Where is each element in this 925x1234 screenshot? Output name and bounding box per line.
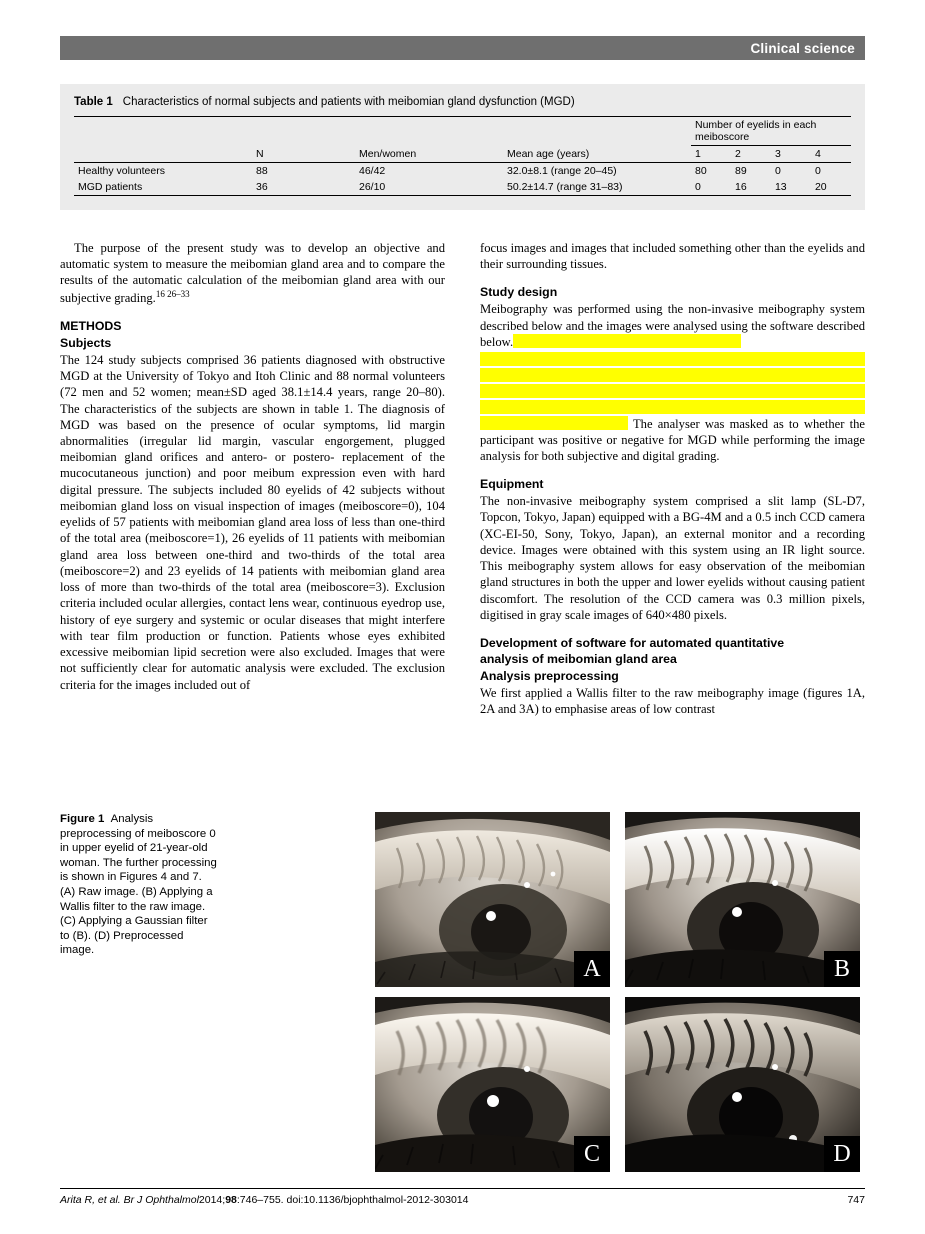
row-n: 88: [256, 165, 268, 177]
table-row: [74, 179, 851, 196]
study-design-text-2: The analyser was masked as to whether the participant was positive or negative for MGD while performing the image analysis for both subjective and digital grading.: [480, 416, 865, 463]
intro-text: The purpose of the present study was to develop an objective and automatic system to measure the meibomian gland area and to compare the results of the automatic calculation of the meibomian gland area with our subjective grading.: [60, 241, 445, 305]
heading-study-design: Study design: [480, 285, 558, 300]
figure-panel-a: [375, 812, 610, 987]
figure-1-caption: [60, 812, 220, 958]
table-1-caption: [60, 84, 865, 116]
panel-letter-c: C: [574, 1136, 610, 1172]
footer-page-number: 747: [847, 1194, 865, 1206]
row-mean-age: 32.0±8.1 (range 20–45): [507, 165, 617, 177]
row-meiboscore-3: 13: [771, 179, 811, 196]
table-1-block: [60, 84, 865, 210]
figure-1-image-grid: [375, 812, 865, 1172]
heading-analysis-preprocessing: Analysis preprocessing: [480, 668, 619, 683]
row-mean-age: 50.2±14.7 (range 31–83): [503, 179, 691, 196]
redaction-highlight-inline: [513, 334, 741, 348]
redaction-highlight-inline: [480, 416, 628, 430]
panel-letter-d: D: [824, 1136, 860, 1172]
footer-volume: 98: [225, 1194, 237, 1206]
study-design-text-1: Meibography was performed using the non-invasive meibography system described below and the images were analysed using the software described below.: [480, 302, 865, 349]
figure-1-label: Figure 1: [60, 813, 105, 825]
col-head-meiboscore-1: 1: [691, 146, 731, 163]
redaction-highlight-line: [480, 352, 865, 367]
row-meiboscore-4: 20: [811, 179, 851, 196]
redaction-highlight-line: [480, 400, 865, 415]
body-left-column: [60, 240, 445, 693]
journal-header-bar: [60, 36, 865, 60]
redaction-highlight-line: [480, 384, 865, 399]
continuation-paragraph: focus images and images that included something other than the eyelids and their surrounding tissues.: [480, 241, 865, 272]
figure-1-caption-text: Analysis preprocessing of meiboscore 0 in upper eyelid of 21-year-old woman. The further processing is shown in Figures 4 and 7. (A) Raw image. (B) Applying a Wallis filter to the raw image. (C) Applying a Gaussian filter to (B). (D) Preprocessed image.: [60, 813, 217, 957]
col-head-meiboscore-2: 2: [731, 146, 771, 163]
row-meiboscore-4: 0: [814, 165, 821, 177]
intro-paragraph: [60, 240, 445, 306]
row-meiboscore-2: 89: [734, 165, 747, 177]
row-meiboscore-1: 80: [695, 165, 707, 177]
redaction-highlight-line: [480, 368, 865, 383]
equipment-paragraph: The non-invasive meibography system comprised a slit lamp (SL-D7, Topcon, Tokyo, Japan) equipped with a BG-4M and a 0.5 inch CCD camera (XC-EI-50, Sony, Tokyo, Japan), an external monitor and a recording device. Images were obtained with this system using an IR light source. This meibography system allows for easy observation of the meibomian gland structures in both the upper and lower eyelids without causing patient discomfort. The resolution of the CCD camera was 0.3 million pixels, digitised in gray scale images of 640×480 pixels.: [480, 494, 865, 622]
row-name: MGD patients: [74, 179, 252, 196]
row-men-women: 26/10: [355, 179, 503, 196]
footer-year: 2014;: [198, 1194, 226, 1206]
heading-subjects: Subjects: [60, 335, 112, 350]
heading-methods: METHODS: [60, 319, 122, 334]
table-1-label: Table 1: [74, 96, 113, 108]
row-men-women: 46/42: [359, 165, 386, 177]
table-column-header-row: [74, 146, 851, 163]
table-group-header: Number of eyelids in each meiboscore: [691, 117, 851, 146]
col-head-blank: [74, 146, 252, 163]
subjects-paragraph: The 124 study subjects comprised 36 patients diagnosed with obstructive MGD at the University of Tokyo and Itoh Clinic and 88 normal volunteers (72 men and 52 women; mean±SD aged 38.1±14.4 years, range 20–80). The characteristics of the subjects are shown in table 1. The diagnosis of MGD was based on the presence of ocular symptoms, lid margin abnormalities (irregular lid margin, vascular engorgement, plugged meibomian gland orifices and antero- or postero- replacement of the mucocutaneous junction) and poor meibum expression even with hard digital pressure. The subjects included 80 eyelids of 42 subjects without meibomian gland loss on visual inspection of images (meiboscore=0), 104 eyelids of 57 patients with meibomian gland area loss of less than one-third of the total area (meiboscore=1), 26 eyelids of 11 patients with meibomian gland area loss between one-third and two-thirds of the total area (meiboscore=2) and 23 eyelids of 14 patients with meibomian gland area loss of more than two-thirds of the total area (meiboscore=3). Exclusion criteria included ocular allergies, contact lens wear, continuous eyedrop use, history of eye surgery and systemic or ocular diseases that might interfere with tear film production or function. Patients whose eyes exhibited excessive meibomian lipid secretion were also excluded. Images that were not sufficiently clear for automatic analysis were excluded. The exclusion criteria for the images included out of: [60, 352, 445, 692]
study-design-paragraph-2: [480, 416, 865, 465]
panel-letter-a: A: [574, 951, 610, 987]
col-head-men-women: Men/women: [355, 146, 503, 163]
col-head-meiboscore-3: 3: [771, 146, 811, 163]
study-design-paragraph-1: [480, 301, 865, 350]
heading-equipment: Equipment: [480, 477, 544, 492]
table-1: [74, 116, 851, 196]
row-meiboscore-3: 0: [774, 165, 781, 177]
figure-panel-c: [375, 997, 610, 1172]
intro-references: 16 26–33: [155, 288, 190, 299]
col-head-meiboscore-4: 4: [811, 146, 851, 163]
analysis-preprocessing-paragraph: We first applied a Wallis filter to the raw meibography image (figures 1A, 2A and 3A) to emphasise areas of low contrast: [480, 685, 865, 716]
body-right-column: [480, 240, 865, 717]
heading-development-line-1: Development of software for automated quantitative: [480, 635, 785, 650]
footer-authors: Arita R, et al.: [60, 1194, 121, 1206]
row-n: 36: [252, 179, 355, 196]
journal-section-title: Clinical science: [750, 40, 855, 56]
page-footer: [60, 1188, 865, 1206]
col-head-n: N: [252, 146, 355, 163]
row-meiboscore-1: 0: [691, 179, 731, 196]
col-head-mean-age: Mean age (years): [503, 146, 691, 163]
table-group-header-row: [74, 117, 851, 146]
footer-journal: Br J Ophthalmol: [123, 1194, 199, 1206]
footer-citation: [60, 1194, 468, 1206]
table-row: [74, 163, 851, 180]
row-name: Healthy volunteers: [78, 165, 165, 177]
panel-letter-b: B: [824, 951, 860, 987]
row-meiboscore-2: 16: [731, 179, 771, 196]
figure-panel-b: [625, 812, 860, 987]
footer-pages: :746–755.: [236, 1194, 284, 1206]
heading-development-line-2: analysis of meibomian gland area: [480, 651, 677, 666]
footer-doi: doi:10.1136/bjophthalmol-2012-303014: [286, 1194, 469, 1206]
figure-panel-d: [625, 997, 860, 1172]
table-1-title: Characteristics of normal subjects and patients with meibomian gland dysfunction (MGD): [122, 96, 575, 108]
